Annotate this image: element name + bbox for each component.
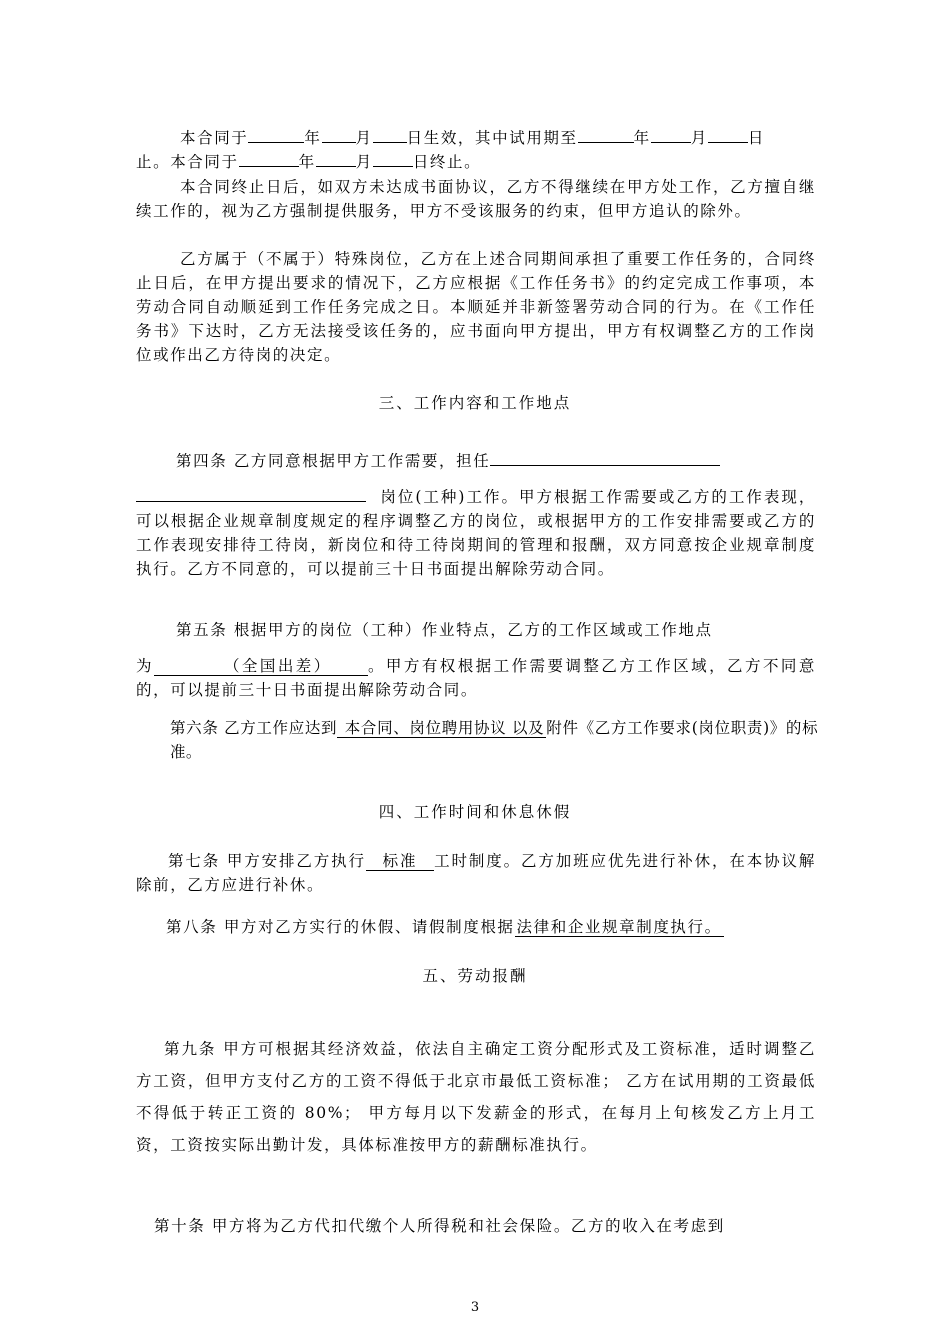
text: 年 bbox=[304, 129, 322, 147]
text: 第六条 乙方工作应达到 bbox=[170, 719, 338, 737]
text: 年 bbox=[298, 153, 316, 171]
page-number: 3 bbox=[470, 1300, 480, 1315]
article-5-lead: 第五条 根据甲方的岗位（工种）作业特点，乙方的工作区域或工作地点 bbox=[176, 621, 713, 639]
text: 第四条 乙方同意根据甲方工作需要，担任 bbox=[176, 452, 491, 470]
text: 日终止。 bbox=[412, 153, 482, 171]
section-title-4: 四、工作时间和休息休假 bbox=[378, 803, 572, 821]
text: 第八条 甲方对乙方实行的休假、请假制度根据 bbox=[166, 918, 515, 936]
text: 日生效，其中试用期至 bbox=[406, 129, 578, 147]
blank-trial-day[interactable] bbox=[708, 126, 748, 143]
work-standard-field[interactable]: 本合同、岗位聘用协议 以及 bbox=[339, 719, 545, 737]
article-7 bbox=[136, 849, 816, 897]
blank-post-cont[interactable] bbox=[136, 485, 366, 502]
text: 日 bbox=[747, 129, 765, 147]
paragraph-special-post: 乙方属于（不属于）特殊岗位，乙方在上述合同期间承担了重要工作任务的，合同终止日后，在甲方提出要求的情况下，乙方应根据《工作任务书》的约定完成工作事项，本劳动合同自动顺延到工作任务完成之日。本顺延并非新签署劳动合同的行为。在《工作任务书》下达时，乙方无法接受该任务的，应书面向甲方提出，甲方有权调整乙方的工作岗位或作出乙方待岗的决定。 bbox=[136, 250, 816, 364]
blank-end-day[interactable] bbox=[373, 150, 413, 167]
article-10: 第十条 甲方将为乙方代扣代缴个人所得税和社会保险。乙方的收入在考虑到 bbox=[154, 1217, 725, 1235]
blank-trial-month[interactable] bbox=[651, 126, 691, 143]
article-5-body bbox=[136, 654, 816, 702]
clause-dates bbox=[136, 126, 816, 150]
text: 本合同于 bbox=[180, 129, 249, 147]
text: 附件《乙方工作要求(岗位职责)》的标准。 bbox=[170, 719, 818, 761]
blank-end-year[interactable] bbox=[239, 150, 299, 167]
article-9: 第九条 甲方可根据其经济效益，依法自主确定工资分配形式及工资标准，适时调整乙方工资，但甲方支付乙方的工资不得低于北京市最低工资标准； 乙方在试用期的工资最低不得低于转正工资的 80%； 甲方每月以下发薪金的形式，在每月上旬核发乙方上月工资，工资按实际出勤计发，具体标准按甲方的薪酬标准执行。 bbox=[136, 1040, 816, 1154]
section-title-3: 三、工作内容和工作地点 bbox=[378, 394, 572, 412]
article-4-body bbox=[136, 485, 816, 581]
text: 月 bbox=[355, 153, 373, 171]
text: 月 bbox=[690, 129, 708, 147]
text: 止。本合同于 bbox=[136, 153, 239, 171]
leave-policy-field[interactable]: 法律和企业规章制度执行。 bbox=[516, 918, 722, 936]
text: 工时制度。乙方加班应优先进行补休，在本协议解除前，乙方应进行补休。 bbox=[136, 852, 816, 894]
blank-end-month[interactable] bbox=[316, 150, 356, 167]
text: 年 bbox=[633, 129, 651, 147]
clause-dates-line2 bbox=[136, 150, 816, 174]
work-hours-field[interactable]: 标准 bbox=[366, 852, 434, 871]
blank-year[interactable] bbox=[248, 126, 304, 143]
article-4-lead bbox=[176, 449, 816, 473]
work-location-field[interactable]: （全国出差） bbox=[154, 657, 368, 676]
text: 为 bbox=[136, 657, 154, 675]
blank-post[interactable] bbox=[490, 449, 720, 466]
blank-month[interactable] bbox=[322, 126, 356, 143]
blank-day[interactable] bbox=[373, 126, 407, 143]
article-8 bbox=[166, 915, 816, 939]
text: 月 bbox=[355, 129, 373, 147]
text: 岗位(工种)工作。甲方根据工作需要或乙方的工作表现，可以根据企业规章制度规定的程序调整乙方的岗位，或根据甲方的工作安排需要或乙方的工作表现安排待工待岗，新岗位和待工待岗期间的管理和报酬，双方同意按企业规章制度执行。乙方不同意的，可以提前三十日书面提出解除劳动合同。 bbox=[136, 488, 816, 578]
text: 第七条 甲方安排乙方执行 bbox=[168, 852, 366, 870]
blank-trial-year[interactable] bbox=[578, 126, 634, 143]
article-6 bbox=[170, 716, 818, 764]
text: 。甲方有权根据工作需要调整乙方工作区域，乙方不同意的，可以提前三十日书面提出解除劳动合同。 bbox=[136, 657, 816, 699]
paragraph-termination: 本合同终止日后，如双方未达成书面协议，乙方不得继续在甲方处工作，乙方擅自继续工作的，视为乙方强制提供服务，甲方不受该服务的约束，但甲方追认的除外。 bbox=[136, 178, 816, 220]
section-title-5: 五、劳动报酬 bbox=[422, 967, 528, 985]
